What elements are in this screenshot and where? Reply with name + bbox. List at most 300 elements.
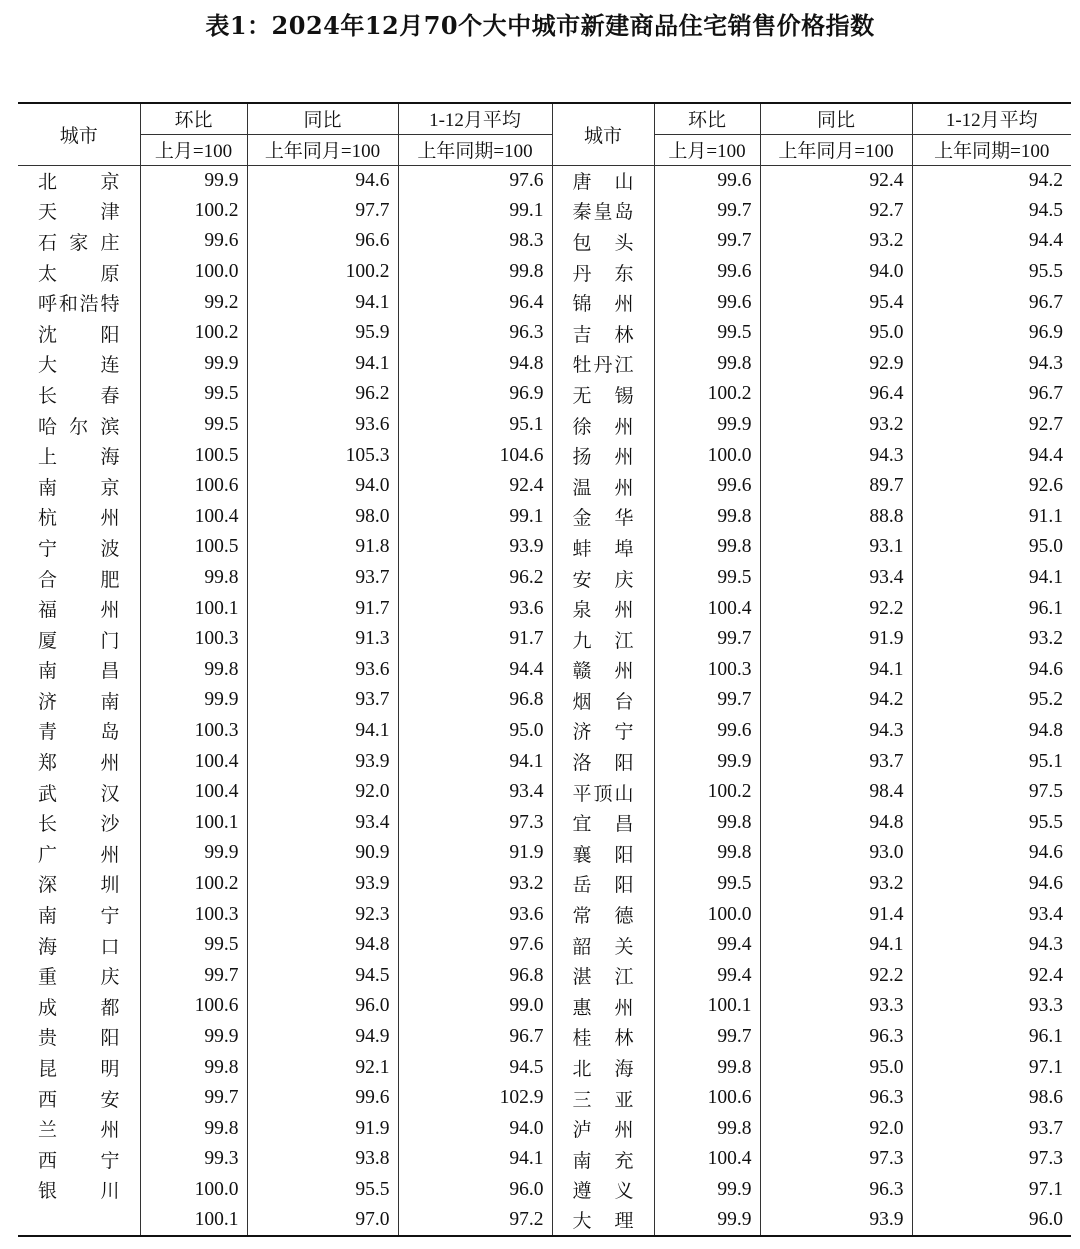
city-name-left: 兰州 xyxy=(38,1119,120,1142)
mom-value-right: 100.1 xyxy=(654,991,760,1022)
mom-value-right: 99.5 xyxy=(654,563,760,594)
yoy-value-left: 94.1 xyxy=(247,716,398,747)
table-row xyxy=(18,165,1071,196)
avg-value-right: 91.1 xyxy=(912,502,1071,533)
yoy-value-left: 93.7 xyxy=(247,685,398,716)
header-yoy-base-right: 上年同月=100 xyxy=(760,134,912,165)
yoy-value-left: 94.1 xyxy=(247,287,398,318)
avg-value-right: 92.6 xyxy=(912,471,1071,502)
yoy-value-left: 93.7 xyxy=(247,563,398,594)
yoy-value-right: 93.7 xyxy=(760,746,912,777)
avg-value-left: 93.6 xyxy=(398,899,552,930)
yoy-value-right: 93.3 xyxy=(760,991,912,1022)
avg-value-right: 92.4 xyxy=(912,960,1071,991)
yoy-value-left: 91.3 xyxy=(247,624,398,655)
avg-value-right: 96.7 xyxy=(912,287,1071,318)
table-row xyxy=(18,1175,1071,1206)
mom-value-left: 100.2 xyxy=(140,318,247,349)
yoy-value-right: 93.0 xyxy=(760,838,912,869)
avg-value-right: 97.3 xyxy=(912,1144,1071,1175)
mom-value-left: 99.5 xyxy=(140,930,247,961)
yoy-value-right: 94.1 xyxy=(760,930,912,961)
city-name-left: 南昌 xyxy=(38,660,120,683)
mom-value-left: 100.5 xyxy=(140,532,247,563)
yoy-value-left: 92.3 xyxy=(247,899,398,930)
table-row xyxy=(18,746,1071,777)
city-name-left: 长春 xyxy=(38,384,120,407)
avg-value-right: 97.1 xyxy=(912,1052,1071,1083)
header-yoy-base-left: 上年同月=100 xyxy=(247,134,398,165)
header-avg-base-right: 上年同期=100 xyxy=(912,134,1071,165)
mom-value-left: 100.1 xyxy=(140,593,247,624)
yoy-value-right: 95.0 xyxy=(760,318,912,349)
yoy-value-left: 93.4 xyxy=(247,807,398,838)
yoy-value-left: 97.0 xyxy=(247,1205,398,1236)
yoy-value-left: 105.3 xyxy=(247,440,398,471)
mom-value-left: 100.3 xyxy=(140,624,247,655)
city-name-right: 九江 xyxy=(552,624,654,655)
table-row xyxy=(18,899,1071,930)
mom-value-left: 99.9 xyxy=(140,685,247,716)
avg-value-left: 93.2 xyxy=(398,869,552,900)
city-name-right: 丹东 xyxy=(552,257,654,288)
mom-value-left: 100.5 xyxy=(140,440,247,471)
city-name-right: 扬州 xyxy=(552,440,654,471)
table-row xyxy=(18,960,1071,991)
mom-value-left: 99.5 xyxy=(140,379,247,410)
city-name-left: 武汉 xyxy=(38,782,120,805)
city-name-right: 桂林 xyxy=(552,1022,654,1053)
mom-value-right: 99.5 xyxy=(654,869,760,900)
mom-value-left: 99.2 xyxy=(140,287,247,318)
avg-value-right: 94.4 xyxy=(912,440,1071,471)
avg-value-left: 94.1 xyxy=(398,1144,552,1175)
mom-value-left: 100.1 xyxy=(140,807,247,838)
avg-value-left: 95.1 xyxy=(398,410,552,441)
avg-value-left: 94.8 xyxy=(398,349,552,380)
avg-value-left: 94.0 xyxy=(398,1113,552,1144)
table-row xyxy=(18,716,1071,747)
yoy-value-right: 95.0 xyxy=(760,1052,912,1083)
city-name-left: 青岛 xyxy=(38,721,120,744)
city-name-right: 南充 xyxy=(552,1144,654,1175)
city-name-left: 长沙 xyxy=(38,813,120,836)
mom-value-left: 99.9 xyxy=(140,349,247,380)
yoy-value-left: 94.9 xyxy=(247,1022,398,1053)
table-row xyxy=(18,777,1071,808)
avg-value-right: 93.7 xyxy=(912,1113,1071,1144)
mom-value-left: 100.1 xyxy=(140,1205,247,1236)
city-name-right: 金华 xyxy=(552,502,654,533)
city-name-right: 韶关 xyxy=(552,930,654,961)
table-row xyxy=(18,655,1071,686)
table-row xyxy=(18,379,1071,410)
mom-value-left: 100.3 xyxy=(140,716,247,747)
mom-value-right: 100.0 xyxy=(654,440,760,471)
table-row xyxy=(18,1113,1071,1144)
avg-value-right: 95.0 xyxy=(912,532,1071,563)
city-name-right: 三亚 xyxy=(552,1083,654,1114)
city-name-right: 安庆 xyxy=(552,563,654,594)
yoy-value-left: 91.7 xyxy=(247,593,398,624)
avg-value-right: 97.1 xyxy=(912,1175,1071,1206)
yoy-value-right: 92.0 xyxy=(760,1113,912,1144)
yoy-value-right: 94.2 xyxy=(760,685,912,716)
mom-value-right: 99.7 xyxy=(654,1022,760,1053)
table-row xyxy=(18,624,1071,655)
yoy-value-left: 93.9 xyxy=(247,746,398,777)
avg-value-right: 95.1 xyxy=(912,746,1071,777)
yoy-value-left: 94.0 xyxy=(247,471,398,502)
city-name-left: 合肥 xyxy=(38,568,120,591)
city-name-left: 郑州 xyxy=(38,752,120,775)
city-name-right: 牡丹江 xyxy=(552,349,654,380)
yoy-value-right: 92.2 xyxy=(760,593,912,624)
yoy-value-left: 99.6 xyxy=(247,1083,398,1114)
avg-value-left: 92.4 xyxy=(398,471,552,502)
city-name-left: 银川 xyxy=(38,1180,120,1203)
avg-value-left: 98.3 xyxy=(398,226,552,257)
price-index-table xyxy=(18,102,1071,1237)
avg-value-left: 95.0 xyxy=(398,716,552,747)
avg-value-right: 92.7 xyxy=(912,410,1071,441)
avg-value-right: 94.2 xyxy=(912,165,1071,196)
city-name-right: 遵义 xyxy=(552,1175,654,1206)
mom-value-left: 100.4 xyxy=(140,502,247,533)
avg-value-left: 97.6 xyxy=(398,930,552,961)
city-name-left: 成都 xyxy=(38,996,120,1019)
table-row xyxy=(18,930,1071,961)
page-title: 表1：2024年12月70个大中城市新建商品住宅销售价格指数 xyxy=(205,11,875,40)
city-name-left: 厦门 xyxy=(38,629,120,652)
table-row xyxy=(18,410,1071,441)
city-name-left: 沈阳 xyxy=(38,323,120,346)
city-name-right: 宜昌 xyxy=(552,807,654,838)
yoy-value-right: 91.9 xyxy=(760,624,912,655)
city-name-left: 济南 xyxy=(38,690,120,713)
avg-value-left: 99.8 xyxy=(398,257,552,288)
yoy-value-right: 94.3 xyxy=(760,716,912,747)
mom-value-right: 99.6 xyxy=(654,165,760,196)
header-mom-base-right: 上月=100 xyxy=(654,134,760,165)
city-name-left: 西安 xyxy=(38,1088,120,1111)
mom-value-left: 99.8 xyxy=(140,1113,247,1144)
yoy-value-right: 93.9 xyxy=(760,1205,912,1236)
mom-value-right: 99.9 xyxy=(654,410,760,441)
table-row xyxy=(18,869,1071,900)
avg-value-left: 93.4 xyxy=(398,777,552,808)
mom-value-left: 100.3 xyxy=(140,899,247,930)
mom-value-right: 99.7 xyxy=(654,624,760,655)
city-name-left: 大连 xyxy=(38,354,120,377)
avg-value-left: 96.7 xyxy=(398,1022,552,1053)
avg-value-left: 93.6 xyxy=(398,593,552,624)
city-name-left: 杭州 xyxy=(38,507,120,530)
table-row xyxy=(18,287,1071,318)
yoy-value-right: 91.4 xyxy=(760,899,912,930)
mom-value-left: 100.0 xyxy=(140,1175,247,1206)
city-name-right: 襄阳 xyxy=(552,838,654,869)
mom-value-right: 99.8 xyxy=(654,532,760,563)
mom-value-right: 99.6 xyxy=(654,257,760,288)
table-row xyxy=(18,349,1071,380)
mom-value-left: 100.4 xyxy=(140,746,247,777)
avg-value-right: 94.3 xyxy=(912,930,1071,961)
yoy-value-right: 96.3 xyxy=(760,1022,912,1053)
mom-value-right: 99.8 xyxy=(654,349,760,380)
header-mom-base-left: 上月=100 xyxy=(140,134,247,165)
mom-value-right: 99.8 xyxy=(654,838,760,869)
city-name-right: 平顶山 xyxy=(552,777,654,808)
yoy-value-right: 93.2 xyxy=(760,869,912,900)
city-name-left: 深圳 xyxy=(38,874,120,897)
table-row xyxy=(18,563,1071,594)
header-city-left: 城市 xyxy=(18,103,140,165)
table-row xyxy=(18,1205,1071,1236)
yoy-value-left: 90.9 xyxy=(247,838,398,869)
table-row xyxy=(18,1022,1071,1053)
mom-value-right: 99.6 xyxy=(654,287,760,318)
avg-value-right: 94.6 xyxy=(912,869,1071,900)
mom-value-right: 99.6 xyxy=(654,716,760,747)
avg-value-right: 96.9 xyxy=(912,318,1071,349)
city-name-right: 唐山 xyxy=(552,165,654,196)
yoy-value-left: 95.5 xyxy=(247,1175,398,1206)
mom-value-right: 100.2 xyxy=(654,379,760,410)
mom-value-left: 99.8 xyxy=(140,563,247,594)
avg-value-right: 94.4 xyxy=(912,226,1071,257)
avg-value-left: 96.8 xyxy=(398,685,552,716)
city-name-right: 徐州 xyxy=(552,410,654,441)
city-name-left: 太原 xyxy=(38,262,120,285)
avg-value-right: 93.3 xyxy=(912,991,1071,1022)
avg-value-right: 96.0 xyxy=(912,1205,1071,1236)
mom-value-left: 99.8 xyxy=(140,655,247,686)
mom-value-right: 99.5 xyxy=(654,318,760,349)
yoy-value-right: 92.4 xyxy=(760,165,912,196)
mom-value-left: 99.3 xyxy=(140,1144,247,1175)
avg-value-left: 96.9 xyxy=(398,379,552,410)
mom-value-right: 100.6 xyxy=(654,1083,760,1114)
city-name-right: 蚌埠 xyxy=(552,532,654,563)
mom-value-right: 100.0 xyxy=(654,899,760,930)
header-mom-right: 环比 xyxy=(654,103,760,134)
city-name-right: 北海 xyxy=(552,1052,654,1083)
yoy-value-left: 96.6 xyxy=(247,226,398,257)
avg-value-right: 96.1 xyxy=(912,1022,1071,1053)
avg-value-right: 93.4 xyxy=(912,899,1071,930)
avg-value-right: 97.5 xyxy=(912,777,1071,808)
city-name-left: 呼和浩特 xyxy=(38,293,120,316)
header-city-right: 城市 xyxy=(552,103,654,165)
avg-value-left: 96.2 xyxy=(398,563,552,594)
city-name-right: 赣州 xyxy=(552,655,654,686)
mom-value-right: 100.4 xyxy=(654,593,760,624)
city-name-right: 无锡 xyxy=(552,379,654,410)
avg-value-right: 95.5 xyxy=(912,807,1071,838)
mom-value-left: 99.6 xyxy=(140,226,247,257)
yoy-value-right: 93.2 xyxy=(760,410,912,441)
city-name-left: 北京 xyxy=(38,171,120,194)
avg-value-left: 91.7 xyxy=(398,624,552,655)
city-name-right: 烟台 xyxy=(552,685,654,716)
header-mom-left: 环比 xyxy=(140,103,247,134)
yoy-value-left: 94.6 xyxy=(247,165,398,196)
yoy-value-right: 89.7 xyxy=(760,471,912,502)
yoy-value-left: 96.0 xyxy=(247,991,398,1022)
mom-value-right: 100.4 xyxy=(654,1144,760,1175)
avg-value-left: 104.6 xyxy=(398,440,552,471)
mom-value-right: 99.7 xyxy=(654,685,760,716)
mom-value-left: 100.0 xyxy=(140,257,247,288)
yoy-value-right: 96.3 xyxy=(760,1175,912,1206)
avg-value-left: 96.3 xyxy=(398,318,552,349)
table-row xyxy=(18,1144,1071,1175)
table-row xyxy=(18,502,1071,533)
yoy-value-right: 92.2 xyxy=(760,960,912,991)
avg-value-left: 97.6 xyxy=(398,165,552,196)
table-row xyxy=(18,991,1071,1022)
yoy-value-right: 94.8 xyxy=(760,807,912,838)
avg-value-right: 95.2 xyxy=(912,685,1071,716)
mom-value-left: 100.6 xyxy=(140,991,247,1022)
mom-value-right: 99.6 xyxy=(654,471,760,502)
city-name-right: 岳阳 xyxy=(552,869,654,900)
header-avg-left: 1-12月平均 xyxy=(398,103,552,134)
yoy-value-right: 97.3 xyxy=(760,1144,912,1175)
avg-value-left: 94.5 xyxy=(398,1052,552,1083)
yoy-value-right: 96.4 xyxy=(760,379,912,410)
city-name-left: 南京 xyxy=(38,476,120,499)
mom-value-right: 99.8 xyxy=(654,1052,760,1083)
mom-value-right: 99.9 xyxy=(654,1175,760,1206)
mom-value-right: 100.2 xyxy=(654,777,760,808)
yoy-value-right: 94.3 xyxy=(760,440,912,471)
mom-value-right: 99.7 xyxy=(654,196,760,227)
city-name-left: 海口 xyxy=(38,935,120,958)
avg-value-right: 94.5 xyxy=(912,196,1071,227)
yoy-value-left: 98.0 xyxy=(247,502,398,533)
yoy-value-left: 96.2 xyxy=(247,379,398,410)
city-name-left: 广州 xyxy=(38,843,120,866)
avg-value-left: 102.9 xyxy=(398,1083,552,1114)
table-row xyxy=(18,532,1071,563)
mom-value-right: 99.8 xyxy=(654,1113,760,1144)
yoy-value-left: 91.8 xyxy=(247,532,398,563)
avg-value-left: 94.4 xyxy=(398,655,552,686)
city-name-right: 包头 xyxy=(552,226,654,257)
yoy-value-right: 92.9 xyxy=(760,349,912,380)
avg-value-right: 94.1 xyxy=(912,563,1071,594)
city-name-right: 湛江 xyxy=(552,960,654,991)
mom-value-left: 99.9 xyxy=(140,165,247,196)
table-row xyxy=(18,226,1071,257)
table-row xyxy=(18,807,1071,838)
table-row xyxy=(18,196,1071,227)
avg-value-left: 99.0 xyxy=(398,991,552,1022)
header-yoy-right: 同比 xyxy=(760,103,912,134)
mom-value-left: 99.8 xyxy=(140,1052,247,1083)
yoy-value-right: 93.4 xyxy=(760,563,912,594)
yoy-value-left: 91.9 xyxy=(247,1113,398,1144)
city-name-right: 常德 xyxy=(552,899,654,930)
avg-value-left: 96.4 xyxy=(398,287,552,318)
avg-value-left: 96.0 xyxy=(398,1175,552,1206)
city-name-left: 西宁 xyxy=(38,1149,120,1172)
mom-value-left: 100.2 xyxy=(140,196,247,227)
yoy-value-left: 94.1 xyxy=(247,349,398,380)
city-name-right: 洛阳 xyxy=(552,746,654,777)
avg-value-left: 99.1 xyxy=(398,196,552,227)
city-name-right: 温州 xyxy=(552,471,654,502)
table-row xyxy=(18,471,1071,502)
header-yoy-left: 同比 xyxy=(247,103,398,134)
yoy-value-left: 94.5 xyxy=(247,960,398,991)
city-name-left: 哈尔滨 xyxy=(38,415,120,438)
yoy-value-right: 93.2 xyxy=(760,226,912,257)
table-row xyxy=(18,318,1071,349)
table-row xyxy=(18,257,1071,288)
yoy-value-left: 93.6 xyxy=(247,655,398,686)
city-name-left: 重庆 xyxy=(38,966,120,989)
city-name-left: 石家庄 xyxy=(38,231,120,254)
mom-value-left: 99.7 xyxy=(140,1083,247,1114)
avg-value-right: 96.1 xyxy=(912,593,1071,624)
table-body xyxy=(18,165,1071,1236)
city-name-right: 泉州 xyxy=(552,593,654,624)
mom-value-left: 100.4 xyxy=(140,777,247,808)
yoy-value-left: 94.8 xyxy=(247,930,398,961)
mom-value-right: 99.7 xyxy=(654,226,760,257)
header-avg-base-left: 上年同期=100 xyxy=(398,134,552,165)
yoy-value-left: 93.6 xyxy=(247,410,398,441)
mom-value-right: 99.4 xyxy=(654,960,760,991)
city-name-right: 锦州 xyxy=(552,287,654,318)
city-name-left: 昆明 xyxy=(38,1058,120,1081)
mom-value-right: 99.9 xyxy=(654,746,760,777)
avg-value-right: 93.2 xyxy=(912,624,1071,655)
avg-value-right: 96.7 xyxy=(912,379,1071,410)
avg-value-left: 93.9 xyxy=(398,532,552,563)
city-name-left: 南宁 xyxy=(38,905,120,928)
avg-value-right: 94.6 xyxy=(912,838,1071,869)
yoy-value-right: 95.4 xyxy=(760,287,912,318)
city-name-left: 天津 xyxy=(38,201,120,224)
avg-value-right: 98.6 xyxy=(912,1083,1071,1114)
city-name-right: 泸州 xyxy=(552,1113,654,1144)
yoy-value-right: 92.7 xyxy=(760,196,912,227)
yoy-value-left: 93.8 xyxy=(247,1144,398,1175)
avg-value-left: 96.8 xyxy=(398,960,552,991)
yoy-value-right: 94.0 xyxy=(760,257,912,288)
avg-value-left: 99.1 xyxy=(398,502,552,533)
yoy-value-left: 92.0 xyxy=(247,777,398,808)
city-name-right: 大理 xyxy=(552,1205,654,1236)
avg-value-right: 94.8 xyxy=(912,716,1071,747)
mom-value-left: 100.2 xyxy=(140,869,247,900)
avg-value-left: 97.2 xyxy=(398,1205,552,1236)
mom-value-left: 99.9 xyxy=(140,838,247,869)
avg-value-right: 94.3 xyxy=(912,349,1071,380)
avg-value-right: 95.5 xyxy=(912,257,1071,288)
mom-value-left: 99.5 xyxy=(140,410,247,441)
city-name-left: 宁波 xyxy=(38,537,120,560)
avg-value-left: 91.9 xyxy=(398,838,552,869)
mom-value-right: 100.3 xyxy=(654,655,760,686)
table-row xyxy=(18,685,1071,716)
city-name-left: 上海 xyxy=(38,446,120,469)
avg-value-right: 94.6 xyxy=(912,655,1071,686)
